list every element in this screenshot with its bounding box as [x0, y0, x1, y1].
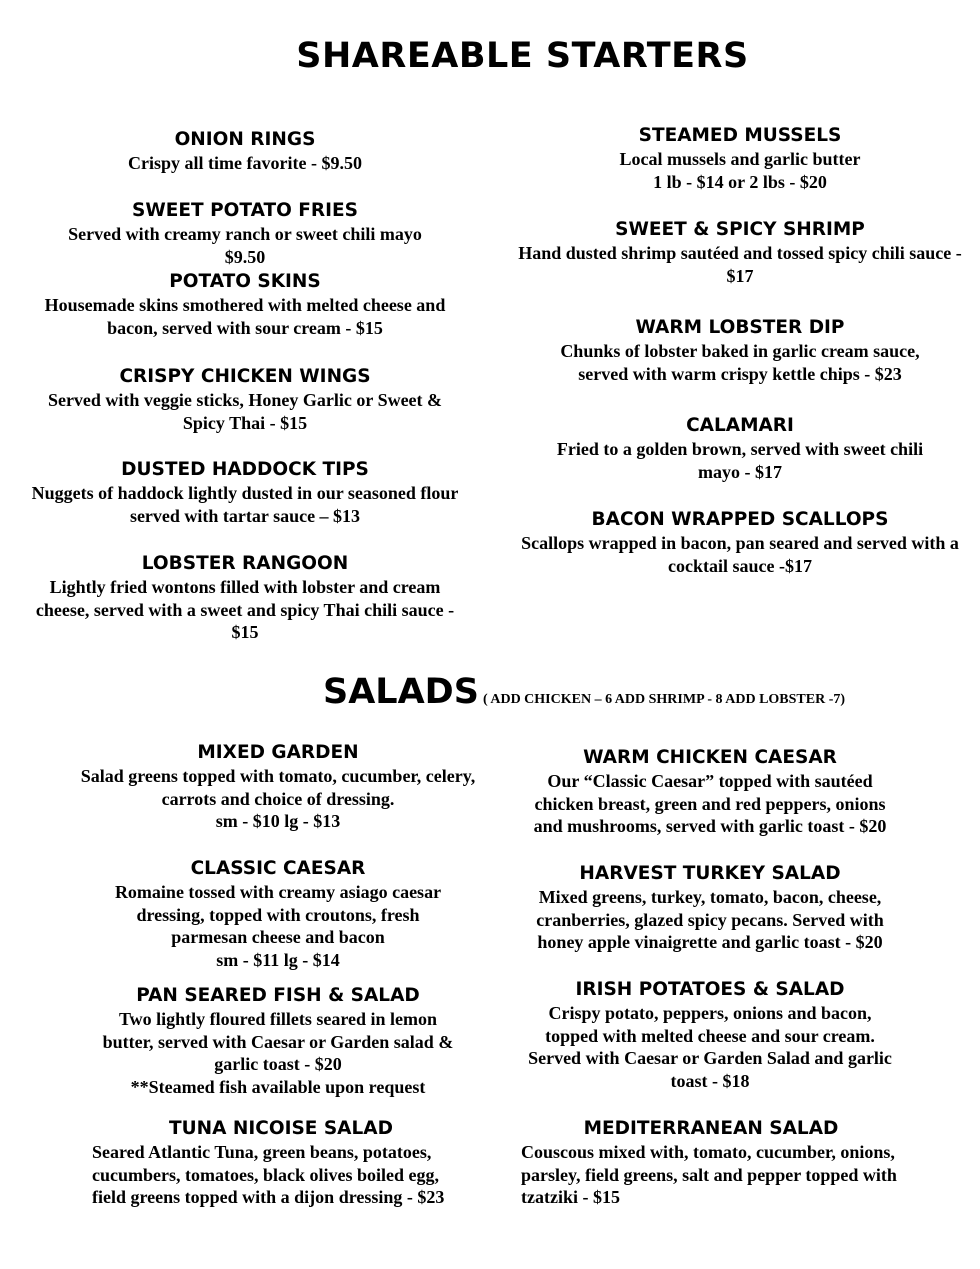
menu-item-sweet-potato-fries	[20, 199, 470, 268]
item-desc: Housemade skins smothered with melted cheese and bacon, served with sour cream - $15	[44, 295, 446, 338]
menu-item-crispy-chicken-wings	[20, 365, 470, 434]
item-desc: Our “Classic Caesar” topped with sautéed chicken breast, green and red peppers, onions and mushrooms, served with garlic toast - $20	[533, 771, 887, 836]
item-name: WARM CHICKEN CAESAR	[583, 747, 837, 768]
item-name: SWEET & SPICY SHRIMP	[615, 219, 865, 240]
item-desc: Served with veggie sticks, Honey Garlic or Sweet & Spicy Thai - $15	[47, 390, 443, 433]
menu-item-steamed-mussels	[515, 124, 965, 193]
item-name: LOBSTER RANGOON	[141, 553, 349, 574]
item-desc: Mixed greens, turkey, tomato, bacon, cheese, cranberries, glazed spicy pecans. Served with honey apple vinaigrette and garlic toast - $20	[536, 887, 884, 952]
item-desc: Local mussels and garlic butter 1 lb - $14 or 2 lbs - $20	[619, 149, 861, 192]
item-desc: Crispy potato, peppers, onions and bacon, topped with melted cheese and sour cream. Served with Caesar or Garden Salad and garlic toast - $18	[528, 1003, 892, 1091]
menu-item-bacon-wrapped-scallops	[515, 508, 965, 577]
item-name: WARM LOBSTER DIP	[635, 317, 845, 338]
salads-addons-note: ( ADD CHICKEN – 6 ADD SHRIMP - 8 ADD LOBSTER -7)	[482, 692, 846, 707]
item-name: SWEET POTATO FRIES	[132, 200, 358, 221]
item-desc: Salad greens topped with tomato, cucumber, celery, carrots and choice of dressing. sm - $10 lg - $13	[80, 766, 476, 831]
salads-heading	[323, 672, 845, 712]
item-desc: Nuggets of haddock lightly dusted in our seasoned flour served with tartar sauce – $13	[31, 483, 459, 526]
menu-item-warm-chicken-caesar	[515, 746, 905, 838]
item-name: HARVEST TURKEY SALAD	[579, 863, 841, 884]
item-name: CRISPY CHICKEN WINGS	[119, 366, 371, 387]
item-name: POTATO SKINS	[169, 271, 321, 292]
menu-item-calamari	[515, 414, 965, 483]
menu-item-warm-lobster-dip	[515, 316, 965, 385]
menu-item-mixed-garden	[78, 741, 478, 833]
menu-item-irish-potatoes-salad	[515, 978, 905, 1092]
menu-item-pan-seared-fish-salad	[78, 984, 478, 1098]
menu-item-onion-rings	[20, 128, 470, 175]
item-desc: Hand dusted shrimp sautéed and tossed spicy chili sauce - $17	[518, 243, 962, 286]
item-name: IRISH POTATOES & SALAD	[575, 979, 845, 1000]
menu-item-potato-skins	[20, 270, 470, 339]
item-desc: Chunks of lobster baked in garlic cream sauce, served with warm crispy kettle chips - $23	[560, 341, 920, 384]
item-name: PAN SEARED FISH & SALAD	[136, 985, 420, 1006]
item-name: STEAMED MUSSELS	[638, 125, 842, 146]
menu-item-classic-caesar	[78, 857, 478, 971]
item-name: CALAMARI	[686, 415, 794, 436]
menu-item-harvest-turkey-salad	[515, 862, 905, 954]
item-desc: Couscous mixed with, tomato, cucumber, onions, parsley, field greens, salt and pepper topped with tzatziki - $15	[521, 1142, 897, 1207]
item-desc: Fried to a golden brown, served with sweet chili mayo - $17	[556, 439, 924, 482]
item-desc: Scallops wrapped in bacon, pan seared and served with a cocktail sauce -$17	[521, 533, 959, 576]
item-name: TUNA NICOISE SALAD	[169, 1118, 393, 1139]
item-name: DUSTED HADDOCK TIPS	[121, 459, 369, 480]
menu-item-tuna-nicoise-salad	[92, 1117, 470, 1209]
item-desc: Seared Atlantic Tuna, green beans, potatoes, cucumbers, tomatoes, black olives boiled egg, field greens topped with a dijon dressing - $23	[92, 1142, 445, 1207]
item-desc: Lightly fried wontons filled with lobster and cream cheese, served with a sweet and spicy Thai chili sauce - $15	[35, 577, 455, 642]
item-name: BACON WRAPPED SCALLOPS	[591, 509, 889, 530]
menu-item-lobster-rangoon	[20, 552, 470, 644]
menu-item-sweet-spicy-shrimp	[515, 218, 965, 287]
item-name: MIXED GARDEN	[197, 742, 359, 763]
item-name: ONION RINGS	[174, 129, 316, 150]
item-name: MEDITERRANEAN SALAD	[583, 1118, 839, 1139]
menu-item-mediterranean-salad	[521, 1117, 901, 1209]
item-desc: Crispy all time favorite - $9.50	[128, 153, 362, 173]
item-desc: Served with creamy ranch or sweet chili mayo $9.50	[68, 224, 422, 267]
item-name: CLASSIC CAESAR	[190, 858, 366, 879]
item-desc: Two lightly floured fillets seared in lemon butter, served with Caesar or Garden salad & garlic toast - $20 **Steamed fish available upon request	[102, 1009, 454, 1097]
menu-item-dusted-haddock-tips	[20, 458, 470, 527]
starters-title: SHAREABLE STARTERS	[296, 36, 749, 76]
salads-title: SALADS	[323, 672, 479, 712]
item-desc: Romaine tossed with creamy asiago caesar dressing, topped with croutons, fresh parmesan cheese and bacon sm - $11 lg - $14	[114, 882, 442, 970]
